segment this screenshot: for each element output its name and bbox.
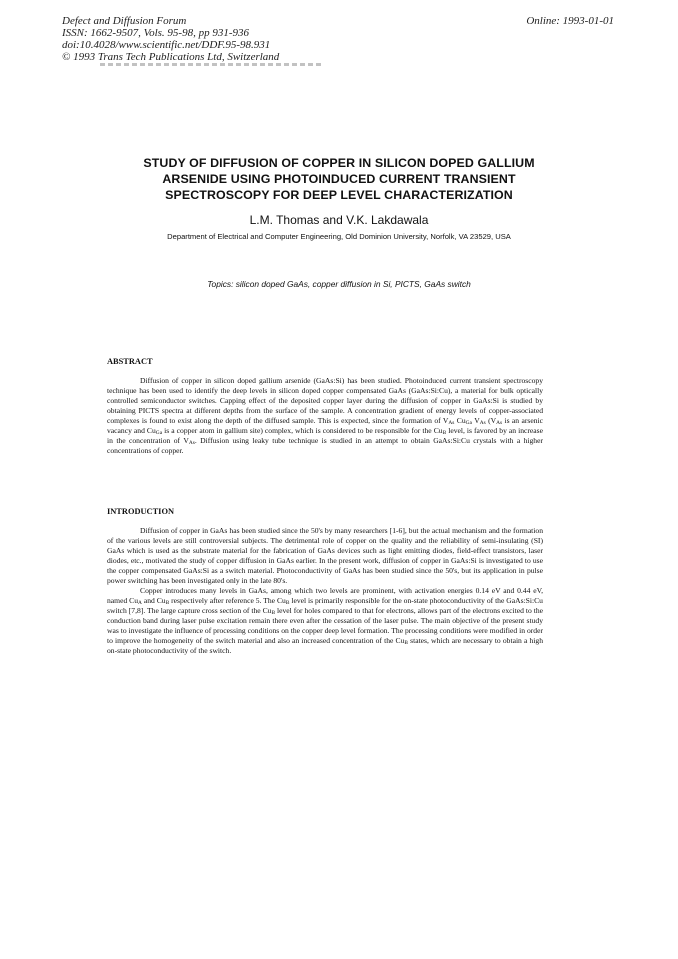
paper-title [100, 155, 578, 203]
abstract-body [107, 376, 543, 456]
authors: L.M. Thomas and V.K. Lakdawala [249, 213, 429, 227]
intro-paragraph-2: Copper introduces many levels in GaAs, among which two levels are prominent, with activation energies 0.14 eV and 0.44 eV, named $Cu_A$ and $Cu_B$ respectively after reference 5. The $Cu_B$ level is primarily responsible for the on-state photoconductivity of the GaAs:Si:Cu switch [7,8]. The large capture cross section of the $Cu_B$ level for holes compared to that for electrons, allows part of the electrons excited to the conduction band during laser pulse excitation remain there even after the cessation of the laser pulse. The main objective of the present study was to investigate the influence of processing conditions on the copper deep level formation. The processing conditions were modified in order to improve the homogeneity of the switch material and also an increased concentration of the $Cu_B$ states, which are necessary to obtain a high on-state photoconductivity of the switch. [107, 586, 543, 655]
affiliation: Department of Electrical and Computer Engineering, Old Dominion University, Norfolk, VA 23529, USA [167, 232, 511, 241]
doi-line[interactable]: doi:10.4028/www.scientific.net/DDF.95-98.931 [62, 39, 271, 51]
introduction-body [107, 526, 543, 656]
copyright-line: © 1993 Trans Tech Publications Ltd, Switzerland [62, 51, 280, 63]
citation-header [62, 15, 279, 63]
abstract-heading: ABSTRACT [107, 357, 153, 366]
abstract-paragraph: Diffusion of copper in silicon doped gallium arsenide (GaAs:Si) has been studied. Photoinduced current transient spectroscopy technique has been used to identify the deep levels in silicon doped copper compensated GaAs (GaAs:Si:Cu), a material for bulk optically controlled semiconductor switches. Capping effect of the deposited copper layer during the diffusion of copper in GaAs:Si is studied by obtaining PICTS spectra at different depths from the surface of the sample. A concentration gradient of energy levels of copper-associated complexes is found to exist along the depth of the diffused sample. This is expected, since the formation of $V_{As}$ $Cu_{Ga}$ $V_{As}$ ($V_{As}$ is an arsenic vacancy and $Cu_{Ga}$ is a copper atom in gallium site) complex, which is considered to be responsible for the $Cu_B$ level, is favored by an increase in the concentration of $V_{As}$. Diffusion using leaky tube technique is studied in an attempt to obtain GaAs:Si:Cu crystals with a higher concentrations of copper. [107, 376, 543, 455]
title-line: STUDY OF DIFFUSION OF COPPER IN SILICON DOPED GALLIUM [143, 156, 535, 170]
issn-line: ISSN: 1662-9507, Vols. 95-98, pp 931-936 [62, 27, 249, 39]
title-line: ARSENIDE USING PHOTOINDUCED CURRENT TRANSIENT [162, 172, 516, 186]
online-date: Online: 1993-01-01 [526, 15, 614, 27]
faint-scan-residue [100, 63, 322, 66]
topics: Topics: silicon doped GaAs, copper diffusion in Si, PICTS, GaAs switch [207, 279, 471, 289]
introduction-heading: INTRODUCTION [107, 507, 175, 516]
title-line: SPECTROSCOPY FOR DEEP LEVEL CHARACTERIZATION [165, 188, 513, 202]
intro-paragraph-1: Diffusion of copper in GaAs has been studied since the 50's by many researchers [1-6], but the actual mechanism and the formation of the various levels are still controversial subjects. The detrimental role of copper on the quality and the reliability of semi-insulating (SI) GaAs which is used as the substrate material for the fabrication of GaAs devices such as light emitting diodes, field-effect transistors, laser diodes, etc., motivated the study of copper diffusion in GaAs earlier. In the present work, diffusion of copper in GaAs:Si is investigated to use the copper compensated GaAs:Si as a switch material. Photoconductivity of GaAs has been studied since the 50's, but its application in pulse power switching has been investigated only in the late 80's. [107, 526, 543, 585]
journal-name: Defect and Diffusion Forum [62, 15, 187, 27]
